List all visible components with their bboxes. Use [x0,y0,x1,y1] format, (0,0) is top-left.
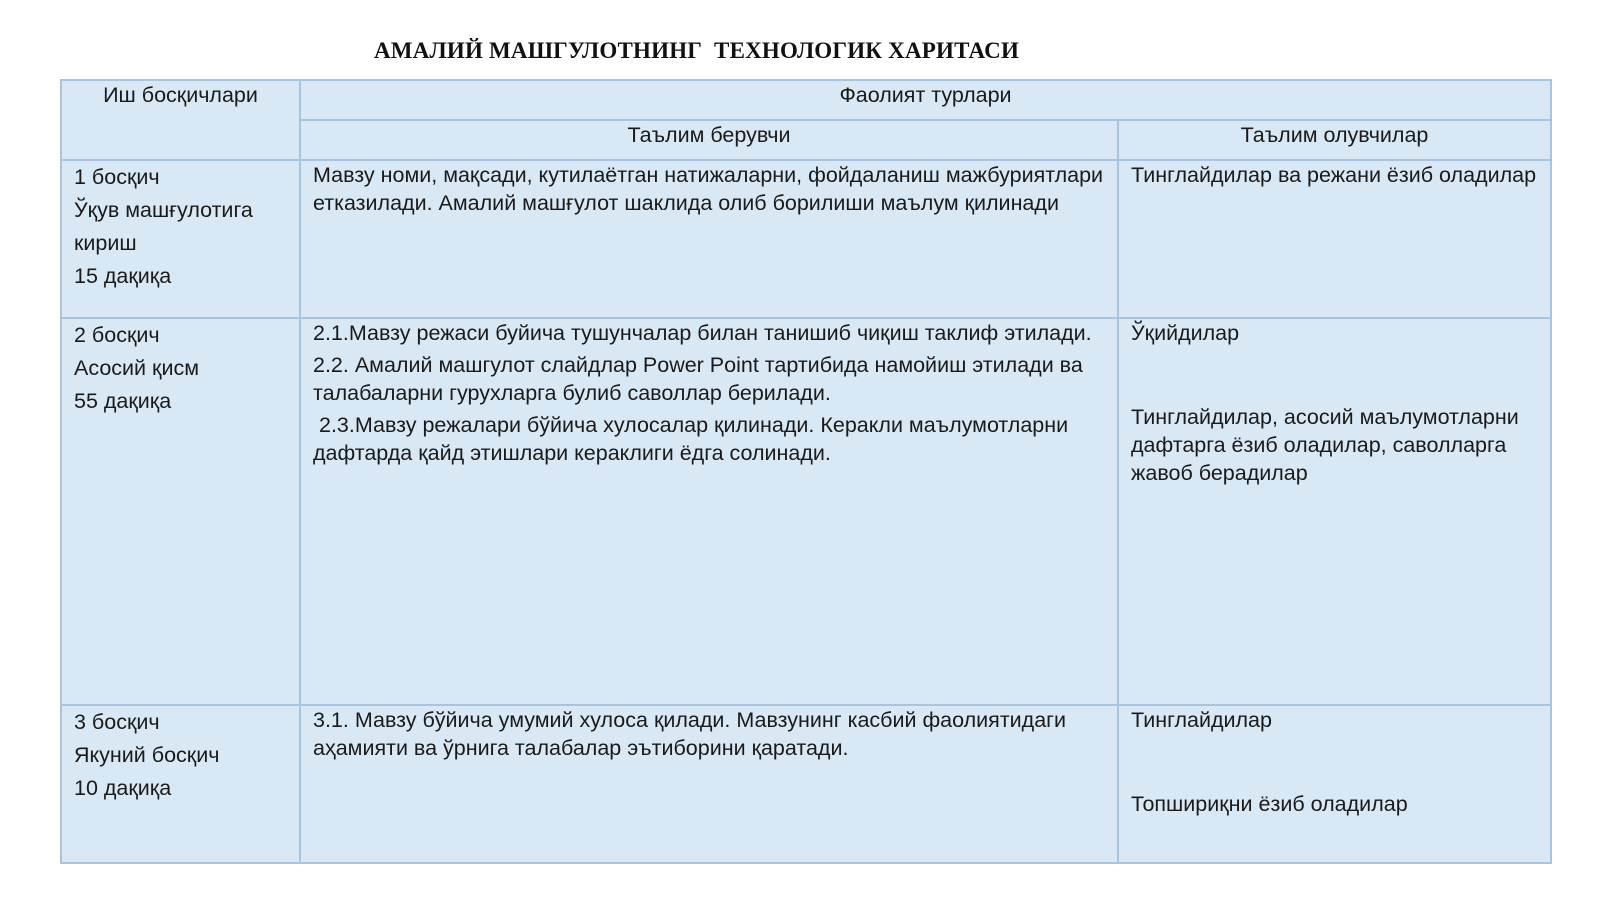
stage-number: 1 босқич [74,165,160,189]
table-row [61,160,1551,318]
students-activity: Ўқийдилар [1131,321,1240,345]
page-title: АМАЛИЙ МАШГУЛОТНИНГ ТЕХНОЛОГИК ХАРИТАСИ [374,38,1020,63]
students-activity: Тинглайдилар [1131,708,1272,732]
teacher-cell [300,705,1118,863]
stage-cell [61,160,300,318]
table-row [61,318,1551,705]
stage-cell [61,318,300,705]
stage-number: 3 босқич [74,710,160,734]
teacher-activity: 3.1. Мавзу бўйича умумий хулоса қилади. Мавзунинг касбий фаолиятидаги аҳамияти ва ўрнига талабалар эътиборини қаратади. [313,708,1067,760]
teacher-activity: Мавзу номи, мақсади, кутилаётган натижаларни, фойдаланиш мажбуриятлари етказилади. Амалий машғулот шаклида олиб борилиши маълум қилинади [313,163,1104,215]
header-activities: Фаолият турлари [300,80,1551,120]
stage-name: Якуний босқич [74,743,220,767]
stage-name-cont: кириш [74,231,137,255]
students-cell [1118,705,1551,863]
header-teacher: Таълим берувчи [300,120,1118,160]
stage-duration: 10 дақиқа [74,776,172,800]
technology-map-table [60,79,1552,864]
table-row [61,705,1551,863]
stage-name: Ўқув машғулотига [74,198,253,222]
students-cell [1118,160,1551,318]
stage-duration: 55 дақиқа [74,389,172,413]
header-students: Таълим олувчилар [1118,120,1551,160]
students-activity: Тинглайдилар, асосий маълумотларни дафтарга ёзиб оладилар, саволларга жавоб берадилар [1131,405,1519,485]
stage-name: Асосий қисм [74,356,199,380]
students-activity: Тинглайдилар ва режани ёзиб оладилар [1131,163,1537,187]
teacher-activity: 2.1.Мавзу режаси буйича тушунчалар билан танишиб чиқиш таклиф этилади. [313,321,1092,345]
teacher-cell [300,160,1118,318]
teacher-activity: 2.2. Амалий машгулот слайдлар Power Point тартибида намойиш этилади ва талабаларни гурухларга булиб саволлар берилади. [313,353,1083,405]
students-activity: Топшириқни ёзиб оладилар [1131,792,1408,816]
header-row [61,80,1551,120]
stage-duration: 15 дақиқа [74,264,172,288]
teacher-activity: 2.3.Мавзу режалари бўйича хулосалар қилинади. Керакли маълумотларни дафтарда қайд этишлари кераклиги ёдга солинади. [313,413,1075,465]
stage-number: 2 босқич [74,323,160,347]
stage-cell [61,705,300,863]
teacher-cell [300,318,1118,705]
header-stages: Иш босқичлари [61,80,300,160]
students-cell [1118,318,1551,705]
